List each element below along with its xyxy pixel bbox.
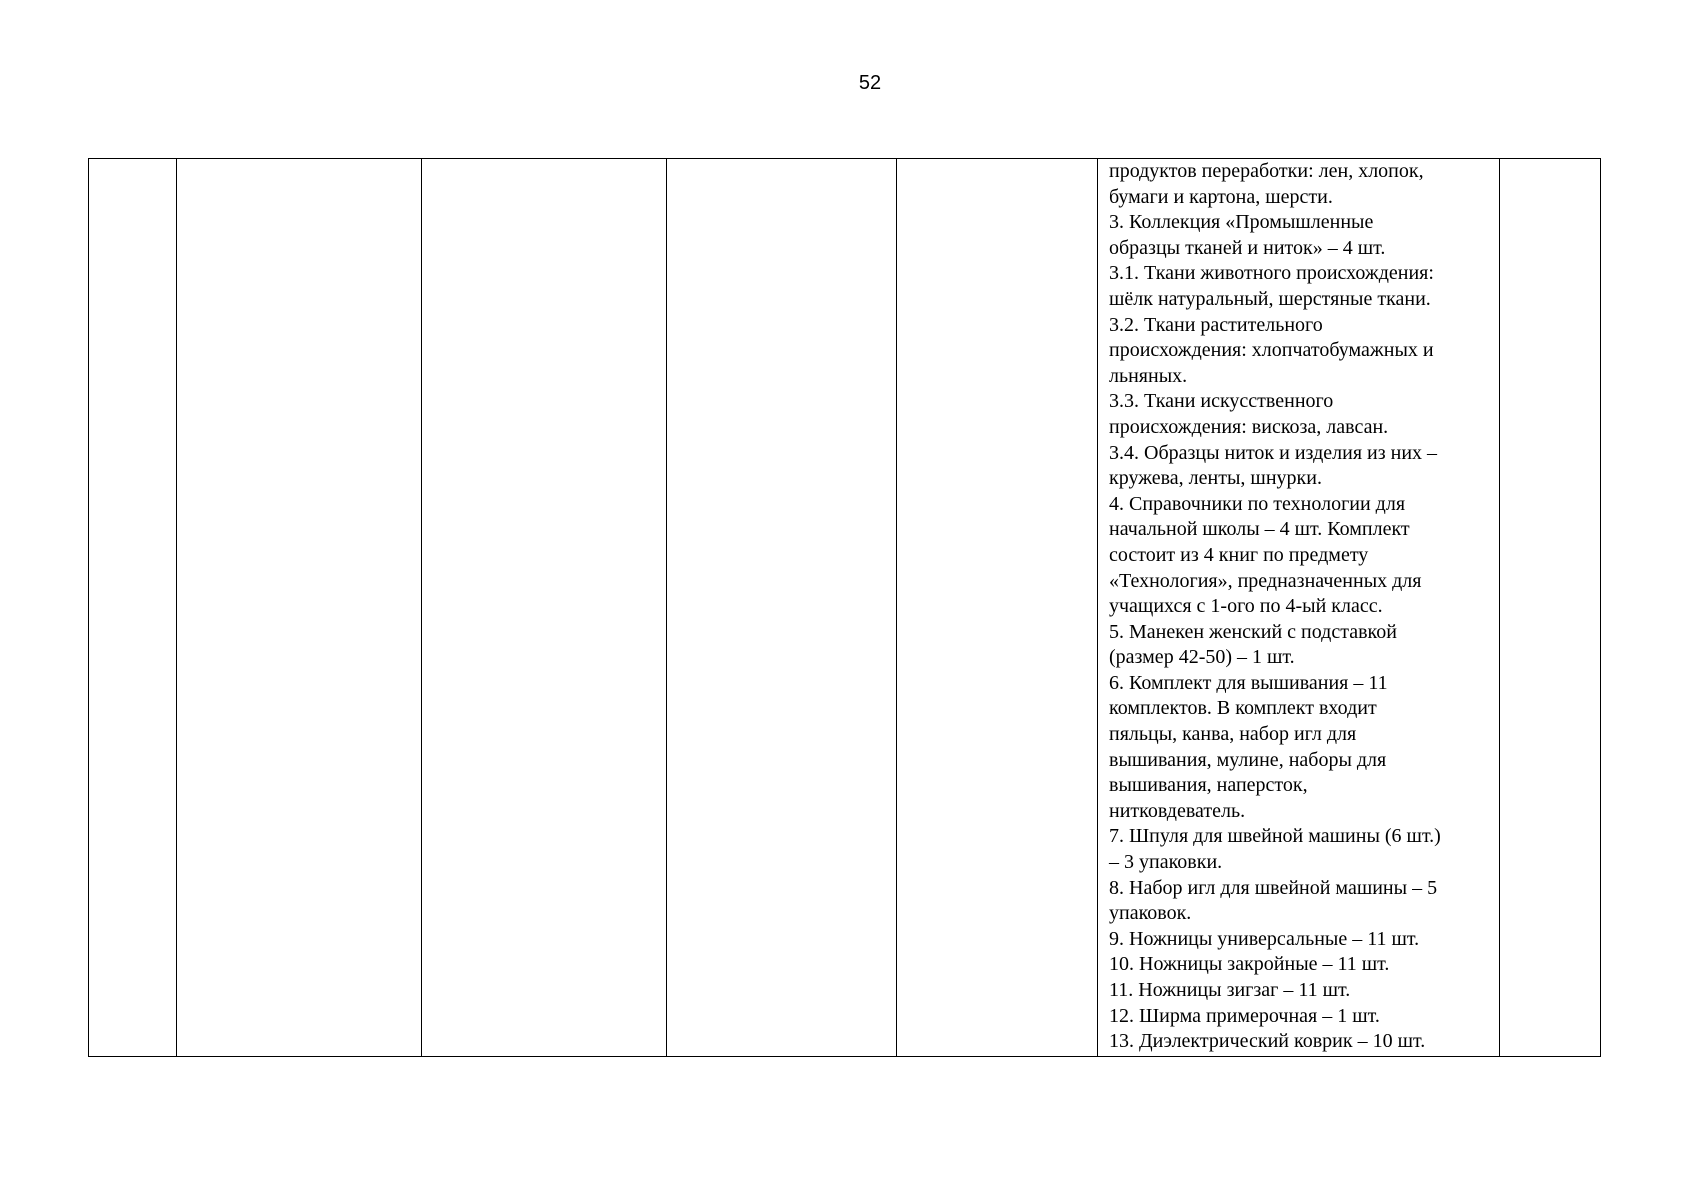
table-cell-col7 (1500, 159, 1601, 1057)
equipment-list-line: 4. Справочники по технологии для (1109, 492, 1406, 515)
equipment-list-line: 9. Ножницы универсальные – 11 шт. (1109, 927, 1420, 950)
equipment-list-line: льняных. (1109, 364, 1188, 387)
equipment-list-line: состоит из 4 книг по предмету (1109, 543, 1369, 566)
equipment-list-line: 3.2. Ткани растительного (1109, 313, 1323, 336)
equipment-list-line: бумаги и картона, шерсти. (1109, 185, 1333, 208)
equipment-list-line: упаковок. (1109, 902, 1192, 925)
equipment-list-line: 7. Шпуля для швейной машины (6 шт.) (1109, 825, 1441, 848)
equipment-list-line: шёлк натуральный, шерстяные ткани. (1109, 287, 1431, 310)
equipment-list-line: 6. Комплект для вышивания – 11 (1109, 671, 1388, 694)
equipment-list-line: – 3 упаковки. (1109, 851, 1223, 874)
equipment-list-line: 11. Ножницы зигзаг – 11 шт. (1109, 979, 1351, 1001)
equipment-list-line: 5. Манекен женский с подставкой (1109, 620, 1397, 643)
equipment-list-line: учащихся с 1-ого по 4-ый класс. (1109, 595, 1383, 618)
table-cell-col5 (897, 159, 1098, 1057)
equipment-list-line: 12. Ширма примерочная – 1 шт. (1109, 1004, 1380, 1027)
equipment-list-line: 8. Набор игл для швейной машины – 5 (1109, 876, 1438, 899)
equipment-list-line: 10. Ножницы закройные – 11 шт. (1109, 953, 1390, 976)
equipment-list-line: 3.3. Ткани искусственного (1109, 390, 1334, 413)
equipment-list-line: кружева, ленты, шнурки. (1109, 467, 1322, 490)
equipment-list-line: происхождения: вискоза, лавсан. (1109, 415, 1389, 438)
equipment-list-line: 3.1. Ткани животного происхождения: (1109, 262, 1434, 285)
equipment-list (1098, 159, 1499, 1055)
table-cell-col3 (422, 159, 667, 1057)
equipment-list-line: 3.4. Образцы ниток и изделия из них – (1109, 441, 1438, 464)
equipment-table (88, 158, 1601, 1057)
table-cell-col4 (667, 159, 897, 1057)
equipment-list-line: начальной школы – 4 шт. Комплект (1109, 518, 1410, 541)
table-cell-col1 (89, 159, 177, 1057)
equipment-list-line: 13. Диэлектрический коврик – 10 шт. (1109, 1030, 1426, 1053)
equipment-list-line: происхождения: хлопчатобумажных и (1109, 339, 1434, 362)
page-number: 52 (858, 72, 882, 94)
equipment-list-line: нитковдеватель. (1109, 799, 1246, 822)
equipment-list-line: пяльцы, канва, набор игл для (1109, 723, 1357, 746)
table-cell-equipment-list (1098, 159, 1500, 1057)
equipment-list-line: вышивания, мулине, наборы для (1109, 748, 1387, 771)
table-cell-col2 (177, 159, 422, 1057)
equipment-list-line: 3. Коллекция «Промышленные (1109, 211, 1374, 234)
table-row (89, 159, 1601, 1057)
equipment-list-line: (размер 42-50) – 1 шт. (1109, 646, 1295, 669)
equipment-list-line: «Технология», предназначенных для (1109, 569, 1422, 592)
equipment-list-line: комплектов. В комплект входит (1109, 697, 1377, 720)
equipment-list-line: вышивания, наперсток, (1109, 774, 1308, 797)
equipment-list-line: продуктов переработки: лен, хлопок, (1109, 160, 1424, 182)
equipment-list-line: образцы тканей и ниток» – 4 шт. (1109, 236, 1386, 259)
